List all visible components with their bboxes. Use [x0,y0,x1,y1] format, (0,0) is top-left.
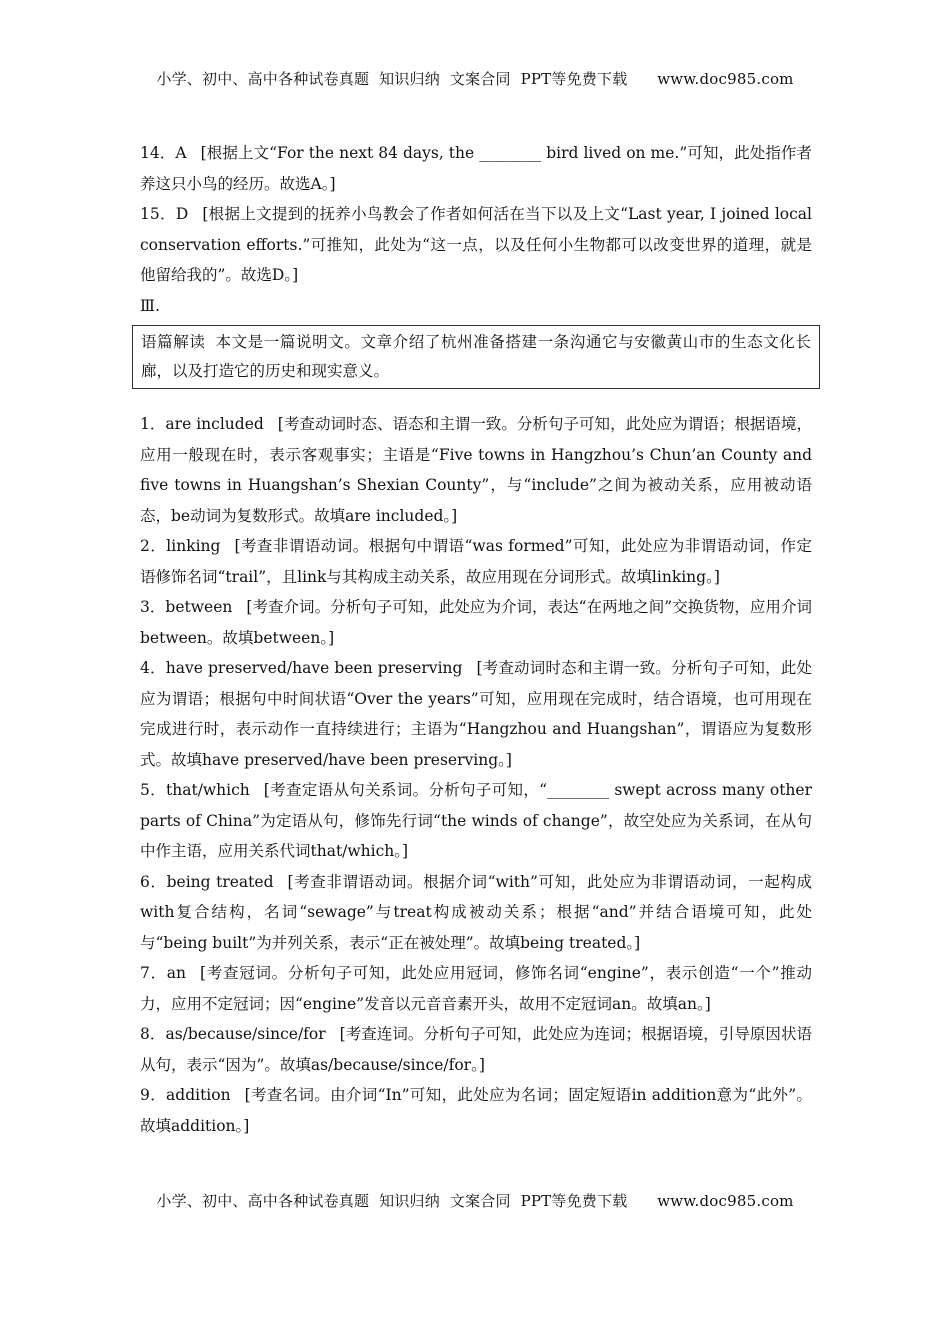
answer-key: 14．A [140,144,187,162]
answer-key: 3．between [140,598,233,616]
answer-content [140,138,812,1141]
page-footer: 小学、初中、高中各种试卷真题 知识归纳 文案合同 PPT等免费下载 www.doc985.com [156,1192,794,1210]
answer-item-3 [140,592,812,653]
answer-item-1 [140,409,812,531]
answer-item-8 [140,1019,812,1080]
section-label: Ⅲ. [140,296,160,315]
answer-key: 7．an [140,964,187,982]
answer-key: 6．being treated [140,872,274,891]
answer-item-2 [140,531,812,592]
explanation: [考查动词时态、语态和主谓一致。分析句子可知，此处应为谓语；根据语境，应用一般现在时，表示客观事实；主语是“Five towns in Hangzhou’s Chun’an County and five towns in Huangshan’s Shexian County”，与“include”之间为被动关系，应用被动语态，be动词为复数形式。故填are included。] [140,415,812,525]
explanation: [考查连词。分析句子可知，此处应为连词；根据语境，引导原因状语从句，表示“因为”。故填as/because/since/for。] [140,1025,812,1074]
page-header: 小学、初中、高中各种试卷真题 知识归纳 文案合同 PPT等免费下载 www.doc985.com [156,70,794,88]
answer-key: 1．are included [140,415,264,433]
answer-key: 15．D [140,205,189,223]
explanation: [考查冠词。分析句子可知，此处应用冠词，修饰名词“engine”，表示创造“一个”推动力，应用不定冠词；因“engine”发音以元音音素开头，故用不定冠词an。故填an。] [140,964,813,1013]
passage-summary-box [132,325,820,389]
summary-text: 本文是一篇说明文。文章介绍了杭州准备搭建一条沟通它与安徽黄山市的生态文化长廊，以及打造它的历史和现实意义。 [141,333,811,380]
answer-item-9 [140,1080,812,1141]
explanation: [考查非谓语动词。根据句中谓语“was formed”可知，此处应为非谓语动词，作定语修饰名词“trail”，且link与其构成主动关系，故应用现在分词形式。故填linking。] [140,537,812,586]
answer-item-5 [140,775,812,867]
explanation: [考查名词。由介词“In”可知，此处应为名词；固定短语in addition意为“此外”。故填addition。] [140,1086,813,1135]
answer-key: 2．linking [140,537,221,555]
answer-key: 4．have preserved/have been preserving [140,659,463,677]
explanation: [考查动词时态和主谓一致。分析句子可知，此处应为谓语；根据句中时间状语“Over the years”可知，应用现在完成时，结合语境，也可用现在完成进行时，表示动作一直持续进行；主语为“Hangzhou and Huangshan”，谓语应为复数形式。故填have preserved/have been preserving。] [140,659,812,769]
explanation: [考查非谓语动词。根据介词“with”可知，此处应为非谓语动词，一起构成with复合结构，名词“sewage”与treat构成被动关系；根据“and”并结合语境可知，此处与“being built”为并列关系，表示“正在被处理”。故填being treated。] [140,872,812,952]
explanation: [考查定语从句关系词。分析句子可知，“________ swept across many other parts of China”为定语从句，修饰先行词“the winds of change”，故空处应为关系词，在从句中作主语，应用关系代词that/which。] [140,781,813,860]
explanation: [考查介词。分析句子可知，此处应为介词，表达“在两地之间”交换货物，应用介词between。故填between。] [140,598,813,647]
answer-key: 5．that/which [140,781,250,799]
answer-key: 8．as/because/since/for [140,1025,326,1043]
answer-item-7 [140,958,812,1019]
answer-item-6 [140,867,812,959]
answer-item-14 [140,138,812,199]
answer-item-15 [140,199,812,291]
explanation: [根据上文“For the next 84 days, the ________ bird lived on me.”可知，此处指作者养这只小鸟的经历。故选A。] [140,144,813,193]
answer-key: 9．addition [140,1086,231,1104]
summary-title: 语篇解读 [141,333,206,351]
answer-item-4 [140,653,812,775]
explanation: [根据上文提到的抚养小鸟教会了作者如何活在当下以及上文“Last year, I joined local conservation efforts.”可推知，此处为“这一点，以及任何小生物都可以改变世界的道理，就是他留给我的”。故选D。] [140,205,813,284]
